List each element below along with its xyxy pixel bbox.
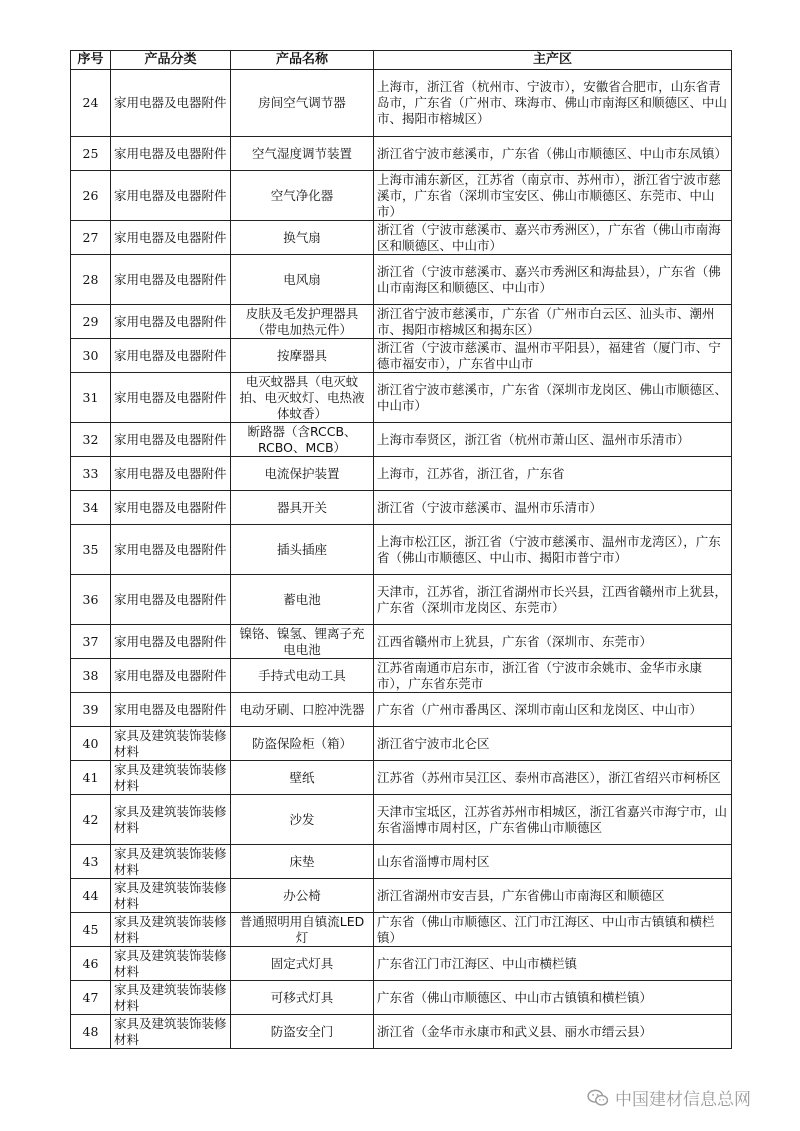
row-product-name: 按摩器具	[231, 339, 374, 373]
row-seq: 24	[71, 70, 111, 137]
row-product-name: 电风扇	[231, 255, 374, 305]
row-category: 家具及建筑装饰装修材料	[111, 727, 231, 761]
row-product-name: 皮肤及毛发护理器具（带电加热元件）	[231, 305, 374, 339]
row-main-area: 广东省江门市江海区、中山市横栏镇	[374, 947, 732, 981]
table-row	[71, 981, 732, 1015]
row-main-area: 浙江省宁波市北仑区	[374, 727, 732, 761]
row-category: 家用电器及电器附件	[111, 137, 231, 171]
table-row	[71, 575, 732, 625]
row-category: 家用电器及电器附件	[111, 221, 231, 255]
row-product-name: 镍铬、镍氢、锂离子充电电池	[231, 625, 374, 659]
row-seq: 45	[71, 913, 111, 947]
table-row	[71, 339, 732, 373]
row-product-name: 壁纸	[231, 761, 374, 795]
row-product-name: 插头插座	[231, 525, 374, 575]
row-main-area: 浙江省（宁波市慈溪市、温州市乐清市）	[374, 491, 732, 525]
row-category: 家具及建筑装饰装修材料	[111, 1015, 231, 1049]
row-product-name: 断路器（含RCCB、RCBO、MCB）	[231, 423, 374, 457]
row-seq: 25	[71, 137, 111, 171]
row-seq: 29	[71, 305, 111, 339]
product-area-table	[70, 50, 732, 1049]
row-seq: 32	[71, 423, 111, 457]
row-seq: 35	[71, 525, 111, 575]
table-row	[71, 761, 732, 795]
table-row	[71, 221, 732, 255]
row-category: 家具及建筑装饰装修材料	[111, 761, 231, 795]
row-main-area: 广东省（佛山市顺德区、江门市江海区、中山市古镇镇和横栏镇）	[374, 913, 732, 947]
row-main-area: 浙江省（宁波市慈溪市、温州市平阳县），福建省（厦门市、宁德市福安市），广东省中山市	[374, 339, 732, 373]
table-row	[71, 913, 732, 947]
row-seq: 30	[71, 339, 111, 373]
row-seq: 40	[71, 727, 111, 761]
row-product-name: 房间空气调节器	[231, 70, 374, 137]
table-row	[71, 947, 732, 981]
row-category: 家用电器及电器附件	[111, 575, 231, 625]
row-seq: 48	[71, 1015, 111, 1049]
row-product-name: 普通照明用自镇流LED灯	[231, 913, 374, 947]
header-seq: 序号	[71, 51, 111, 70]
row-category: 家用电器及电器附件	[111, 659, 231, 693]
row-product-name: 沙发	[231, 795, 374, 845]
row-category: 家用电器及电器附件	[111, 457, 231, 491]
row-product-name: 电动牙刷、口腔冲洗器	[231, 693, 374, 727]
row-category: 家用电器及电器附件	[111, 171, 231, 221]
row-product-name: 空气湿度调节装置	[231, 137, 374, 171]
row-product-name: 空气净化器	[231, 171, 374, 221]
row-category: 家具及建筑装饰装修材料	[111, 981, 231, 1015]
table-row	[71, 727, 732, 761]
table-row	[71, 1015, 732, 1049]
header-name: 产品名称	[231, 51, 374, 70]
row-product-name: 防盗安全门	[231, 1015, 374, 1049]
table-row	[71, 305, 732, 339]
header-category: 产品分类	[111, 51, 231, 70]
row-category: 家用电器及电器附件	[111, 255, 231, 305]
table-row	[71, 491, 732, 525]
row-seq: 38	[71, 659, 111, 693]
header-area: 主产区	[374, 51, 732, 70]
watermark	[587, 1085, 751, 1110]
watermark-text: 中国建材信息总网	[615, 1090, 751, 1110]
table-row	[71, 70, 732, 137]
row-main-area: 浙江省宁波市慈溪市，广东省（广州市白云区、汕头市、潮州市、揭阳市榕城区和揭东区）	[374, 305, 732, 339]
table-header-row	[71, 51, 732, 70]
row-seq: 36	[71, 575, 111, 625]
row-category: 家用电器及电器附件	[111, 693, 231, 727]
row-category: 家用电器及电器附件	[111, 625, 231, 659]
row-seq: 39	[71, 693, 111, 727]
table-row	[71, 879, 732, 913]
row-category: 家用电器及电器附件	[111, 305, 231, 339]
table-row	[71, 457, 732, 491]
row-category: 家具及建筑装饰装修材料	[111, 913, 231, 947]
row-product-name: 电灭蚊器具（电灭蚊拍、电灭蚊灯、电热液体蚊香）	[231, 373, 374, 423]
row-main-area: 上海市，浙江省（杭州市、宁波市），安徽省合肥市，山东省青岛市，广东省（广州市、珠海市、佛山市南海区和顺德区、中山市、揭阳市榕城区）	[374, 70, 732, 137]
row-category: 家具及建筑装饰装修材料	[111, 845, 231, 879]
table-row	[71, 423, 732, 457]
row-category: 家用电器及电器附件	[111, 491, 231, 525]
row-seq: 37	[71, 625, 111, 659]
row-main-area: 浙江省（金华市永康市和武义县、丽水市缙云县）	[374, 1015, 732, 1049]
row-main-area: 浙江省（宁波市慈溪市、嘉兴市秀洲区），广东省（佛山市南海区和顺德区、中山市）	[374, 221, 732, 255]
table-row	[71, 137, 732, 171]
row-product-name: 蓄电池	[231, 575, 374, 625]
row-seq: 26	[71, 171, 111, 221]
row-seq: 42	[71, 795, 111, 845]
row-category: 家用电器及电器附件	[111, 339, 231, 373]
row-category: 家用电器及电器附件	[111, 525, 231, 575]
row-seq: 41	[71, 761, 111, 795]
row-main-area: 浙江省湖州市安吉县，广东省佛山市南海区和顺德区	[374, 879, 732, 913]
row-category: 家用电器及电器附件	[111, 423, 231, 457]
row-main-area: 天津市宝坻区，江苏省苏州市相城区，浙江省嘉兴市海宁市，山东省淄博市周村区，广东省佛山市顺德区	[374, 795, 732, 845]
table-row	[71, 373, 732, 423]
row-main-area: 上海市奉贤区，浙江省（杭州市萧山区、温州市乐清市）	[374, 423, 732, 457]
row-seq: 28	[71, 255, 111, 305]
table-row	[71, 255, 732, 305]
row-product-name: 电流保护装置	[231, 457, 374, 491]
row-main-area: 上海市，江苏省，浙江省，广东省	[374, 457, 732, 491]
row-main-area: 江西省赣州市上犹县，广东省（深圳市、东莞市）	[374, 625, 732, 659]
row-category: 家具及建筑装饰装修材料	[111, 879, 231, 913]
row-product-name: 可移式灯具	[231, 981, 374, 1015]
table-row	[71, 171, 732, 221]
table-row	[71, 693, 732, 727]
row-main-area: 广东省（广州市番禺区、深圳市南山区和龙岗区、中山市）	[374, 693, 732, 727]
row-main-area: 江苏省（苏州市吴江区、泰州市高港区），浙江省绍兴市柯桥区	[374, 761, 732, 795]
table-row	[71, 625, 732, 659]
row-seq: 47	[71, 981, 111, 1015]
table-row	[71, 659, 732, 693]
row-seq: 34	[71, 491, 111, 525]
row-main-area: 浙江省（宁波市慈溪市、嘉兴市秀洲区和海盐县），广东省（佛山市南海区和顺德区、中山市）	[374, 255, 732, 305]
row-seq: 27	[71, 221, 111, 255]
row-seq: 44	[71, 879, 111, 913]
row-category: 家用电器及电器附件	[111, 70, 231, 137]
row-product-name: 换气扇	[231, 221, 374, 255]
row-main-area: 广东省（佛山市顺德区、中山市古镇镇和横栏镇）	[374, 981, 732, 1015]
row-seq: 46	[71, 947, 111, 981]
table-row	[71, 525, 732, 575]
row-main-area: 山东省淄博市周村区	[374, 845, 732, 879]
row-seq: 31	[71, 373, 111, 423]
row-category: 家用电器及电器附件	[111, 373, 231, 423]
row-product-name: 手持式电动工具	[231, 659, 374, 693]
row-product-name: 床垫	[231, 845, 374, 879]
row-category: 家具及建筑装饰装修材料	[111, 795, 231, 845]
row-main-area: 天津市，江苏省，浙江省湖州市长兴县，江西省赣州市上犹县，广东省（深圳市龙岗区、东莞市）	[374, 575, 732, 625]
row-category: 家具及建筑装饰装修材料	[111, 947, 231, 981]
row-seq: 43	[71, 845, 111, 879]
row-main-area: 上海市浦东新区，江苏省（南京市、苏州市），浙江省宁波市慈溪市，广东省（深圳市宝安区、佛山市顺德区、东莞市、中山市）	[374, 171, 732, 221]
row-seq: 33	[71, 457, 111, 491]
row-product-name: 固定式灯具	[231, 947, 374, 981]
table-row	[71, 845, 732, 879]
row-main-area: 上海市松江区，浙江省（宁波市慈溪市、温州市龙湾区），广东省（佛山市顺德区、中山市、揭阳市普宁市）	[374, 525, 732, 575]
row-main-area: 浙江省宁波市慈溪市，广东省（佛山市顺德区、中山市东凤镇）	[374, 137, 732, 171]
wechat-icon	[587, 1089, 609, 1107]
row-product-name: 器具开关	[231, 491, 374, 525]
row-product-name: 办公椅	[231, 879, 374, 913]
row-main-area: 浙江省宁波市慈溪市，广东省（深圳市龙岗区、佛山市顺德区、中山市）	[374, 373, 732, 423]
table-row	[71, 795, 732, 845]
row-product-name: 防盗保险柜（箱）	[231, 727, 374, 761]
row-main-area: 江苏省南通市启东市，浙江省（宁波市余姚市、金华市永康市），广东省东莞市	[374, 659, 732, 693]
